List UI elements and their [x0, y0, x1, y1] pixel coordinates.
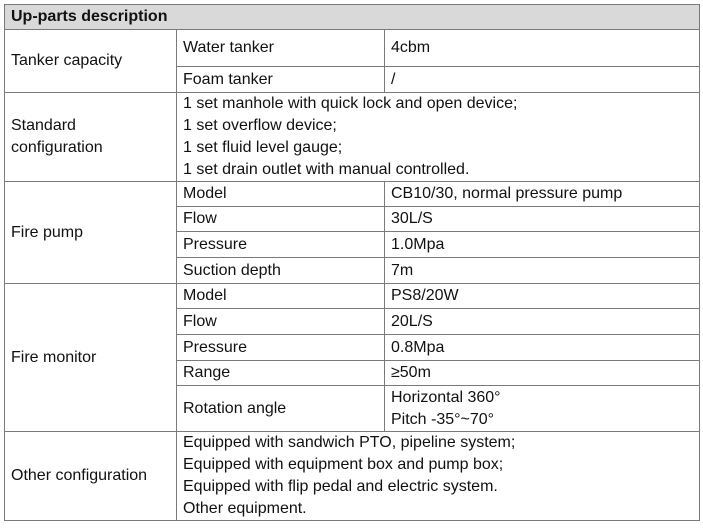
list-item: 1 set fluid level gauge;: [183, 139, 343, 156]
category-standard-configuration: [5, 93, 177, 182]
item-value: 30L/S: [385, 207, 700, 232]
item-name: Rotation angle: [177, 386, 385, 432]
standard-config-list: [177, 93, 700, 182]
item-name: Flow: [177, 309, 385, 335]
other-config-list: [177, 432, 700, 521]
list-item: Other equipment.: [183, 500, 307, 517]
category-fire-pump: Fire pump: [5, 182, 177, 284]
item-name: Pressure: [177, 335, 385, 361]
category-other-configuration: Other configuration: [5, 432, 177, 521]
item-name: Suction depth: [177, 258, 385, 284]
list-item: Equipped with equipment box and pump box;: [183, 456, 504, 473]
item-name: Model: [177, 182, 385, 207]
item-name: Pressure: [177, 232, 385, 258]
list-item: 1 set manhole with quick lock and open device;: [183, 95, 518, 112]
value-line: Horizontal 360°: [391, 388, 501, 406]
list-item: Equipped with sandwich PTO, pipeline system;: [183, 434, 516, 451]
list-item: Equipped with flip pedal and electric system.: [183, 478, 498, 495]
item-name: Range: [177, 361, 385, 386]
category-tanker-capacity: Tanker capacity: [5, 30, 177, 93]
item-value: CB10/30, normal pressure pump: [385, 182, 700, 207]
value-line: Pitch -35°~70°: [391, 410, 495, 428]
table-row: [5, 182, 700, 207]
item-value: [385, 386, 700, 432]
table-row: [5, 284, 700, 309]
category-fire-monitor: Fire monitor: [5, 284, 177, 432]
table-row: [5, 432, 700, 521]
item-value: 7m: [385, 258, 700, 284]
list-item: 1 set drain outlet with manual controlled.: [183, 161, 470, 178]
table-title: Up-parts description: [5, 5, 700, 30]
item-value: ≥50m: [385, 361, 700, 386]
item-name: Flow: [177, 207, 385, 232]
list-item: 1 set overflow device;: [183, 117, 337, 134]
item-value: PS8/20W: [385, 284, 700, 309]
category-label-line: Standard: [11, 117, 76, 134]
item-value: /: [385, 67, 700, 93]
item-value: 20L/S: [385, 309, 700, 335]
title-row: [5, 5, 700, 30]
item-value: 0.8Mpa: [385, 335, 700, 361]
category-label-line: configuration: [11, 139, 103, 156]
item-name: Model: [177, 284, 385, 309]
item-name: Foam tanker: [177, 67, 385, 93]
table-row: [5, 30, 700, 67]
item-value: 4cbm: [385, 30, 700, 67]
table-row: [5, 93, 700, 182]
item-name: Water tanker: [177, 30, 385, 67]
up-parts-table: [4, 4, 700, 521]
item-value: 1.0Mpa: [385, 232, 700, 258]
